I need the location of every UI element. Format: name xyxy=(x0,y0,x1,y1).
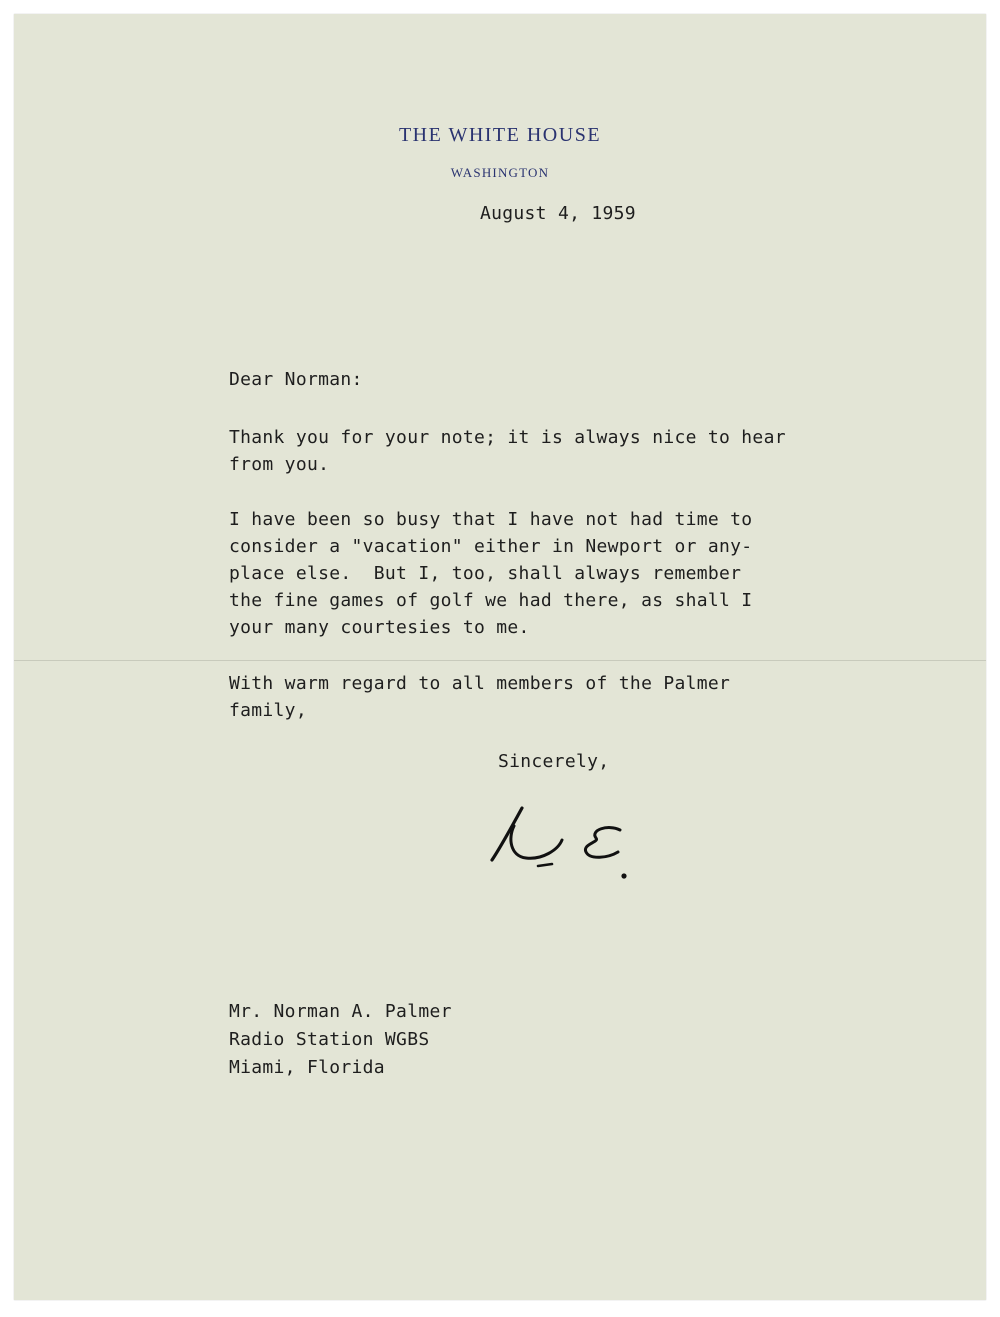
recipient-address xyxy=(229,998,452,1082)
body-paragraph-1: Thank you for your note; it is always nice to hear from you. xyxy=(229,427,786,475)
letterhead-subtitle: WASHINGTON xyxy=(450,165,550,180)
recipient-line-3: Miami, Florida xyxy=(229,1057,385,1078)
body-paragraph-3: With warm regard to all members of the Palmer family, xyxy=(229,673,731,721)
fold-line xyxy=(14,660,986,661)
letter-date: August 4, 1959 xyxy=(480,203,636,224)
body-paragraph-2: I have been so busy that I have not had time to consider a "vacation" either in Newport or any- place else. But I, too, shall always remember the fine games of golf we had there, as shall I your many courtesies to me. xyxy=(229,509,753,638)
signature-initials xyxy=(470,790,630,890)
closing: Sincerely, xyxy=(498,751,610,772)
letterhead-title: THE WHITE HOUSE xyxy=(398,124,602,146)
recipient-line-1: Mr. Norman A. Palmer xyxy=(229,1001,452,1022)
salutation: Dear Norman: xyxy=(229,369,363,390)
recipient-line-2: Radio Station WGBS xyxy=(229,1029,430,1050)
